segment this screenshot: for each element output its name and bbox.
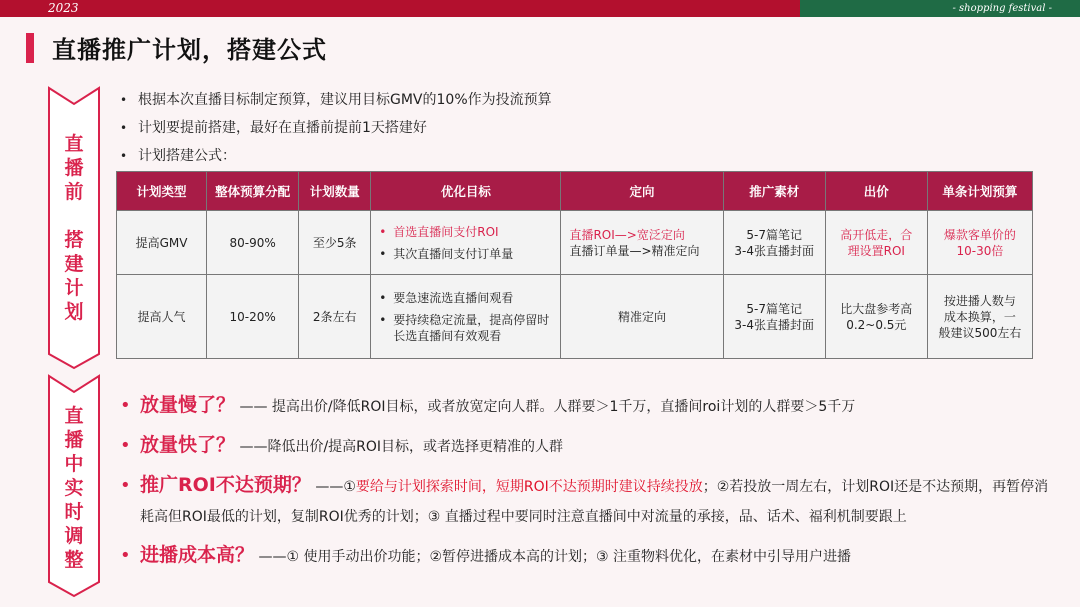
adjust-item-cost bbox=[120, 540, 1050, 572]
adjust-question: 放量快了？ bbox=[140, 434, 236, 456]
header-single-plan-budget: 单条计划预算 bbox=[927, 172, 1032, 211]
side-box-before-live bbox=[46, 86, 102, 370]
adjust-question: 推广ROI不达预期？ bbox=[140, 474, 311, 496]
goal-item: • 其次直播间支付订单量 bbox=[379, 246, 514, 261]
header-bid: 出价 bbox=[825, 172, 927, 211]
side-label-char bbox=[46, 204, 102, 228]
bullet-text: 计划要提前搭建，最好在直播前提前1天搭建好 bbox=[138, 120, 427, 136]
cell-bid: 比大盘参考高 0.2~0.5元 bbox=[825, 275, 927, 359]
cell-plan-budget: 爆款客单价的 10-30倍 bbox=[927, 211, 1032, 275]
adjust-answer-highlight: 要给与计划探索时间，短期ROI不达预期时建议持续投放 bbox=[355, 479, 703, 495]
side-label-char: 前 bbox=[64, 181, 84, 203]
cell-budget: 10-20% bbox=[207, 275, 299, 359]
side-label-char: 搭 bbox=[64, 229, 84, 251]
adjust-answer: —— 提高出价/降低ROI目标，或者放宽定向人群。人群要＞1千万，直播间roi计划的人群要＞5千万 bbox=[239, 399, 856, 415]
adjust-answer-prefix: ——① bbox=[315, 479, 356, 495]
bullet-icon: • bbox=[120, 149, 128, 163]
bullet-icon: • bbox=[379, 246, 387, 261]
cell-plan-type: 提高人气 bbox=[117, 275, 207, 359]
header-optimization-goal: 优化目标 bbox=[371, 172, 561, 211]
cell-bid: 高开低走，合 理设置ROI bbox=[825, 211, 927, 275]
goal-item: • 要持续稳定流量，提高停留时长选直播间有效观看 bbox=[379, 312, 550, 343]
bullet-item bbox=[120, 86, 552, 114]
cell-goals bbox=[371, 275, 561, 359]
plan-formula-table bbox=[116, 171, 1033, 359]
goal-item: • 要急速流选直播间观看 bbox=[379, 290, 514, 305]
bullet-icon: • bbox=[379, 312, 387, 327]
page-title: 直播推广计划，搭建公式 bbox=[52, 36, 327, 64]
side-label-char: 中 bbox=[64, 453, 84, 475]
bullet-text: 计划搭建公式： bbox=[138, 148, 236, 164]
side-label-char: 播 bbox=[64, 157, 84, 179]
live-adjustments bbox=[120, 390, 1050, 580]
table-row bbox=[117, 275, 1033, 359]
cell-targeting: 直播ROI—>宽泛定向 直播订单量—>精准定向 bbox=[561, 211, 723, 275]
table-header-row bbox=[117, 172, 1033, 211]
cell-material: 5-7篇笔记 3-4张直播封面 bbox=[723, 211, 825, 275]
bullet-icon: • bbox=[120, 395, 131, 416]
adjust-item-slow bbox=[120, 390, 1050, 422]
cell-plan-budget: 按进播人数与 成本换算，一 般建议500左右 bbox=[927, 275, 1032, 359]
side-label-char: 调 bbox=[64, 525, 84, 547]
bullet-icon: • bbox=[120, 435, 131, 456]
intro-bullets bbox=[120, 86, 552, 170]
side-label-char: 实 bbox=[64, 477, 84, 499]
bullet-icon: • bbox=[120, 93, 128, 107]
festival-label: - shopping festival - bbox=[952, 3, 1052, 14]
adjust-item-fast bbox=[120, 430, 1050, 462]
side-label-during-live bbox=[46, 404, 102, 572]
bullet-item bbox=[120, 142, 552, 170]
adjust-item-roi bbox=[120, 470, 1050, 532]
goal-item: • 首选直播间支付ROI bbox=[379, 224, 499, 239]
bullet-icon: • bbox=[379, 224, 387, 239]
adjust-question: 进播成本高？ bbox=[140, 544, 255, 566]
side-label-char: 播 bbox=[64, 429, 84, 451]
side-label-char: 整 bbox=[64, 549, 84, 571]
side-box-during-live bbox=[46, 374, 102, 598]
top-banner-red bbox=[0, 0, 800, 17]
adjust-answer: ——① 使用手动出价功能；②暂停进播成本高的计划；③ 注重物料优化，在素材中引导用户进播 bbox=[258, 549, 852, 565]
header-material: 推广素材 bbox=[723, 172, 825, 211]
side-label-char: 直 bbox=[64, 405, 84, 427]
cell-material: 5-7篇笔记 3-4张直播封面 bbox=[723, 275, 825, 359]
title-accent-bar bbox=[26, 33, 34, 63]
side-label-char: 时 bbox=[64, 501, 84, 523]
adjust-question: 放量慢了？ bbox=[140, 394, 236, 416]
bullet-icon: • bbox=[120, 545, 131, 566]
adjust-answer: ；②若投放一周左右，计划ROI还是不达预期，再暂停消耗高但ROI最低的计划，复制ROI优秀的计划；③ 直播过程中要同时注意直播间中对流量的承接，品、话术、福利机制要跟上 bbox=[140, 479, 1049, 525]
cell-count: 2条左右 bbox=[299, 275, 371, 359]
side-label-char: 直 bbox=[64, 133, 84, 155]
side-label-before-live bbox=[46, 132, 102, 324]
cell-budget: 80-90% bbox=[207, 211, 299, 275]
bullet-icon: • bbox=[379, 290, 387, 305]
year-label: 2023 bbox=[48, 1, 79, 15]
header-targeting: 定向 bbox=[561, 172, 723, 211]
header-plan-type: 计划类型 bbox=[117, 172, 207, 211]
header-plan-count: 计划数量 bbox=[299, 172, 371, 211]
header-budget-allocation: 整体预算分配 bbox=[207, 172, 299, 211]
side-label-char: 划 bbox=[64, 301, 84, 323]
bullet-text: 根据本次直播目标制定预算，建议用目标GMV的10%作为投流预算 bbox=[138, 92, 552, 108]
table-row bbox=[117, 211, 1033, 275]
cell-count: 至少5条 bbox=[299, 211, 371, 275]
bullet-item bbox=[120, 114, 552, 142]
cell-plan-type: 提高GMV bbox=[117, 211, 207, 275]
bullet-icon: • bbox=[120, 475, 131, 496]
cell-goals bbox=[371, 211, 561, 275]
side-label-char: 建 bbox=[64, 253, 84, 275]
top-banner bbox=[0, 0, 1080, 17]
adjust-answer: ——降低出价/提高ROI目标，或者选择更精准的人群 bbox=[239, 439, 564, 455]
bullet-icon: • bbox=[120, 121, 128, 135]
cell-targeting: 精准定向 bbox=[561, 275, 723, 359]
side-label-char: 计 bbox=[64, 277, 84, 299]
